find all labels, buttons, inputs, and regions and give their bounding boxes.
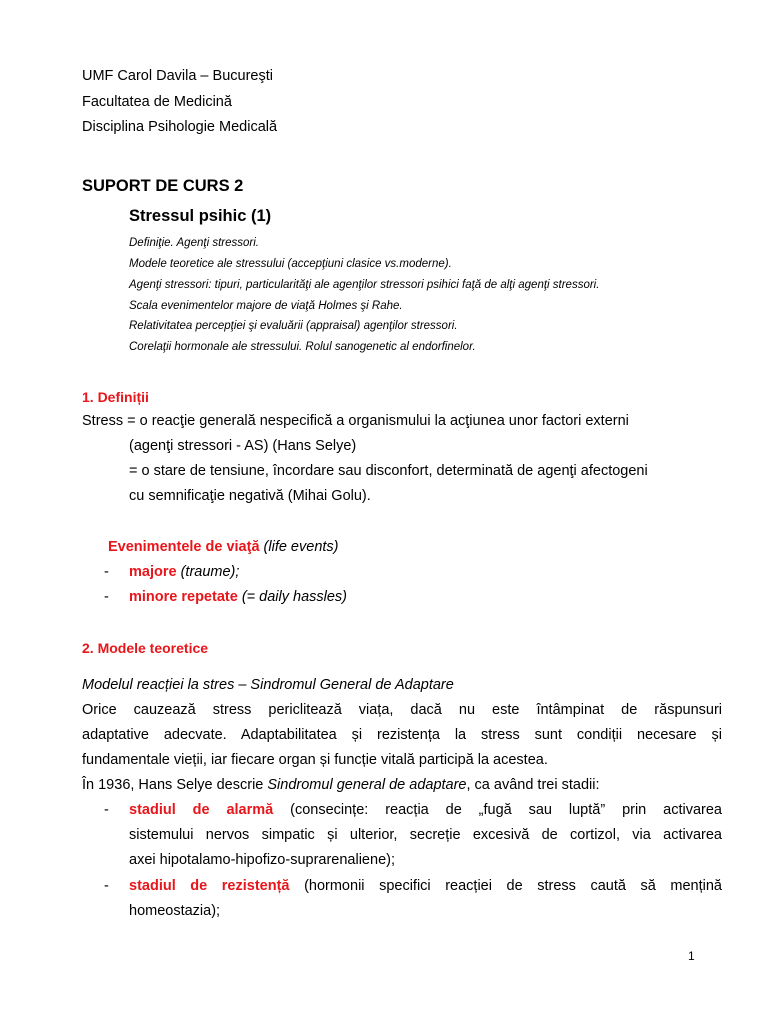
model-title: Modelul reacției la stres – Sindromul General de Adaptare [82, 677, 454, 693]
definition-line: = o stare de tensiune, încordare sau disconfort, determinată de agenţi afectogeni [129, 463, 648, 479]
definition-line: Stress = o reacţie generală nespecifică a organismului la acţiunea unor factori externi [82, 413, 629, 429]
stage-line [129, 878, 722, 894]
stage-text: (hormonii specifici reacției de stress caută să mențină [289, 878, 722, 894]
institution-line: UMF Carol Davila – Bucureşti [82, 68, 273, 84]
stage-text: (consecințe: reacția de „fugă sau luptă” prin activarea [273, 802, 722, 818]
paragraph-line: fundamentale vieții, iar fiecare organ și funcție vitală participă la acestea. [82, 752, 548, 768]
definition-line: (agenţi stressori - AS) (Hans Selye) [129, 438, 357, 454]
list-item-note: (traume); [176, 564, 240, 580]
selye-line [82, 777, 600, 793]
life-events-line [108, 539, 339, 555]
stage-label: stadiul de rezistență [129, 878, 290, 894]
list-item-label: majore [129, 564, 177, 580]
faculty-line: Facultatea de Medicină [82, 94, 232, 110]
life-events-note: (life events) [259, 539, 339, 555]
definition-line: cu semnificaţie negativă (Mihai Golu). [129, 488, 371, 504]
stage-label: stadiul de alarmă [129, 802, 274, 818]
bullet-dash: - [104, 802, 109, 818]
bullet-dash: - [104, 878, 109, 894]
selye-italic: Sindromul general de adaptare [267, 777, 467, 793]
stage-line: axei hipotalamo-hipofizo-suprarenaliene); [129, 852, 395, 868]
stage-line: sistemului nervos simpatic și ulterior, secreție excesivă de cortizol, via activarea [129, 827, 722, 843]
section-heading-models: 2. Modele teoretice [82, 640, 209, 656]
bullet-dash: - [104, 564, 109, 580]
list-item [129, 589, 347, 605]
paragraph-line: adaptative adecvate. Adaptabilitatea și rezistența la stress sunt condiții necesare și [82, 727, 722, 743]
page-number: 1 [688, 949, 695, 963]
discipline-line: Disciplina Psihologie Medicală [82, 119, 278, 135]
course-title: SUPORT DE CURS 2 [82, 177, 244, 195]
section-heading-definitions: 1. Definiții [82, 389, 149, 405]
stage-line [129, 802, 722, 818]
toc-item: Agenţi stressori: tipuri, particularităţi ale agenţilor stressori psihici faţă de alţi agenţi stressori. [129, 279, 600, 291]
selye-post: , ca având trei stadii: [466, 777, 600, 793]
stage-line: homeostazia); [129, 903, 221, 919]
list-item [129, 564, 239, 580]
bullet-dash: - [104, 589, 109, 605]
toc-item: Relativitatea percepţiei şi evaluării (appraisal) agenţilor stressori. [129, 320, 458, 332]
paragraph-line: Orice cauzează stress periclitează viața, dacă nu este întâmpinat de răspunsuri [82, 702, 722, 718]
toc-item: Modele teoretice ale stressului (accepţiuni clasice vs.moderne). [129, 258, 452, 270]
list-item-label: minore repetate [129, 589, 238, 605]
course-subtitle: Stressul psihic (1) [129, 207, 272, 225]
toc-item: Definiţie. Agenţi stressori. [129, 237, 259, 249]
list-item-note: (= daily hassles) [237, 589, 347, 605]
life-events-label: Evenimentele de viaţă [108, 539, 260, 555]
toc-item: Scala evenimentelor majore de viaţă Holmes şi Rahe. [129, 300, 403, 312]
toc-item: Corelaţii hormonale ale stressului. Rolul sanogenetic al endorfinelor. [129, 341, 476, 353]
selye-pre: În 1936, Hans Selye descrie [82, 777, 268, 793]
